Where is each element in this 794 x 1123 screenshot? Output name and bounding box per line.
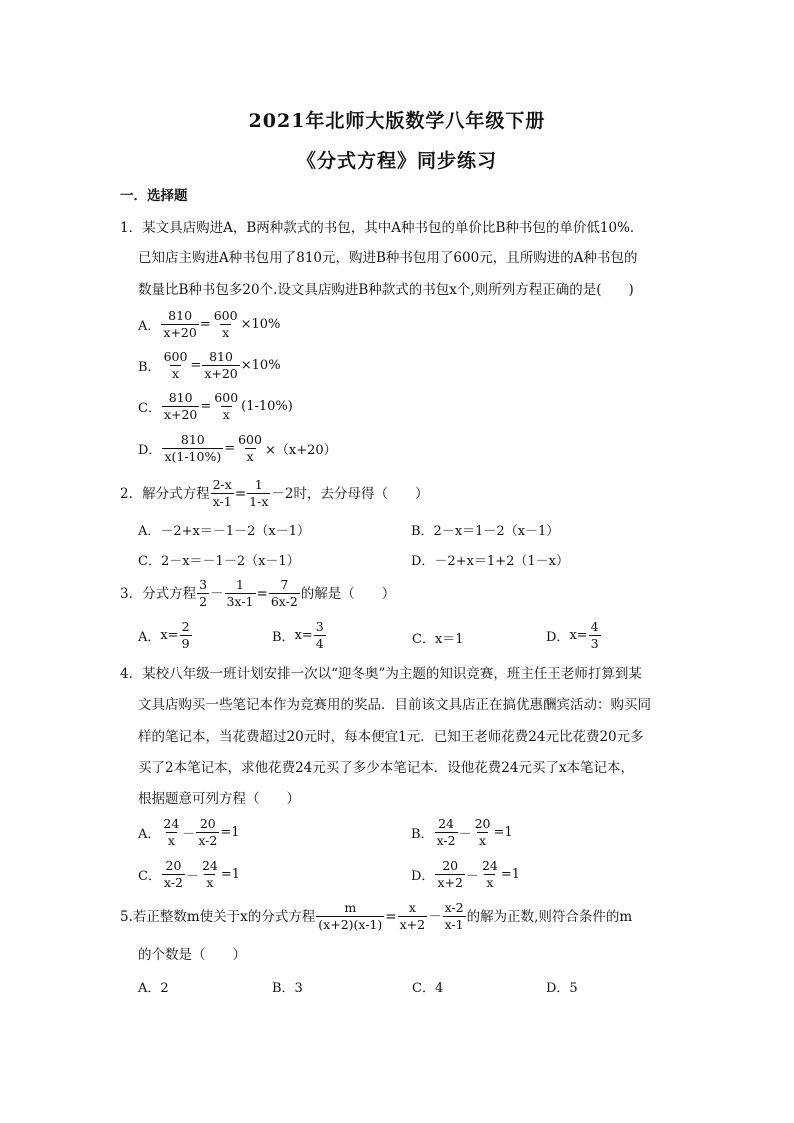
numerator: 600 [163, 349, 188, 364]
fraction [162, 858, 185, 891]
numerator: 2 [181, 619, 190, 634]
denominator: 9 [181, 636, 190, 651]
fraction [247, 477, 270, 510]
fraction [435, 816, 458, 849]
fraction [211, 477, 234, 510]
numerator: 24 [481, 858, 498, 873]
denominator: x-2 [198, 833, 218, 848]
fraction [162, 390, 199, 423]
option-tail: =1 [220, 825, 240, 840]
numerator: x [408, 900, 416, 915]
option-label: B． [272, 630, 295, 645]
fraction [162, 349, 190, 382]
q1-line2: 已知店主购进A种书包用了810元，购进B种书包用了600元，且所购进的A种书包的 [138, 250, 638, 266]
page-subtitle: 《分式方程》同步练习 [296, 150, 497, 172]
fraction [197, 577, 209, 610]
q3-prefix: 3．分式方程 [120, 585, 197, 602]
fraction [443, 900, 466, 933]
q5-option-a[interactable]: A．2 [138, 981, 169, 996]
option-tail: ×（x+20） [264, 443, 337, 458]
equals-sign: = [385, 908, 397, 925]
option-label: D． [546, 630, 570, 645]
denominator: 3x-1 [226, 594, 254, 609]
numerator: 810 [168, 308, 193, 323]
option-tail: =1 [220, 867, 241, 882]
q4-line2: 文具店购买一些笔记本作为竞赛用的奖品．目前该文具店正在搞优惠酬宾活动：购买同 [138, 697, 651, 713]
numerator: 3 [315, 619, 324, 634]
fraction [212, 390, 240, 423]
denominator: x [222, 325, 230, 340]
numerator: 24 [438, 816, 455, 831]
option-tail: ×10% [240, 358, 281, 373]
numerator: x-2 [444, 900, 464, 915]
numerator: 24 [201, 858, 218, 873]
denominator: x [479, 833, 487, 848]
q5-option-d[interactable]: D．5 [546, 981, 578, 996]
fraction [161, 816, 181, 849]
operator: － [458, 827, 472, 842]
equals-sign: = [224, 441, 236, 456]
fraction [398, 900, 427, 933]
denominator: x-2 [163, 875, 183, 890]
q2-option-a[interactable]: A．－2+x＝－1－2（x－1） [138, 524, 311, 539]
option-tail: =1 [493, 825, 513, 840]
fraction [316, 900, 384, 933]
fraction [314, 619, 326, 652]
option-label: A． [138, 827, 161, 842]
q3-option-b[interactable] [272, 619, 327, 652]
equals-sign: = [190, 358, 202, 373]
fraction [196, 816, 219, 849]
denominator: x+20 [204, 366, 238, 381]
fraction [161, 308, 198, 341]
q4-option-b[interactable] [411, 816, 513, 849]
q2-option-d[interactable]: D．－2+x＝1+2（1－x） [411, 554, 569, 569]
option-lhs: x= [294, 628, 313, 643]
denominator: (x+2)(x-1) [318, 917, 383, 932]
q4-option-d[interactable] [411, 858, 520, 891]
q5-line2: 的个数是（ ） [138, 947, 246, 963]
option-tail: ×10% [240, 317, 281, 332]
option-label: A． [138, 630, 161, 645]
operator: － [182, 827, 196, 842]
numerator: 810 [209, 349, 233, 364]
minus-sign: － [428, 908, 442, 925]
page-title: 2021年北师大版数学八年级下册 [248, 110, 546, 132]
numerator: 20 [442, 858, 459, 873]
q5-option-c[interactable]: C．4 [412, 981, 444, 996]
fraction [435, 858, 464, 891]
q3-option-a[interactable] [138, 619, 193, 652]
numerator: 1 [254, 477, 263, 492]
denominator: x [167, 833, 175, 848]
q4-line5: 根据题意可列方程（ ） [138, 791, 300, 807]
fraction [225, 577, 256, 610]
fraction [236, 432, 264, 465]
numerator: m [344, 900, 357, 915]
denominator: x+20 [163, 407, 198, 422]
numerator: 20 [165, 858, 182, 873]
q2-stem [120, 477, 428, 510]
section-heading: 一．选择题 [120, 188, 188, 204]
denominator: 2 [199, 594, 208, 609]
option-label: A． [138, 319, 161, 334]
fraction [212, 308, 240, 341]
equals-sign: = [256, 585, 268, 602]
q5-option-b[interactable]: B．3 [272, 981, 303, 996]
q5-suffix: 的解为正数,则符合条件的m [466, 908, 633, 925]
equals-sign: = [200, 399, 212, 414]
denominator: 4 [315, 636, 324, 651]
fraction [162, 432, 223, 465]
q2-prefix: 2．解分式方程 [120, 485, 210, 502]
denominator: x+20 [163, 325, 197, 340]
fraction [589, 619, 601, 652]
numerator: 600 [213, 308, 238, 323]
denominator: 3 [590, 636, 599, 651]
q5-stem [120, 900, 632, 933]
denominator: x [246, 449, 254, 464]
operator: － [465, 869, 479, 884]
numerator: 810 [168, 390, 193, 405]
denominator: x+2 [399, 917, 426, 932]
numerator: 600 [214, 390, 239, 405]
option-tail: (1-10%) [241, 399, 293, 414]
q3-stem [120, 577, 395, 610]
q1-option-c[interactable] [138, 390, 293, 423]
numerator: 24 [163, 816, 180, 831]
q2-option-b[interactable]: B．2－x＝1－2（x－1） [411, 524, 560, 539]
q1-line3: 数量比B种书包多20个.设文具店购进B种款式的书包x个,则所列方程正确的是( ) [138, 282, 634, 298]
numerator: 20 [199, 816, 216, 831]
fraction [269, 577, 300, 610]
q3-suffix: 的解是（ ） [300, 585, 396, 602]
equals-sign: = [199, 317, 211, 332]
q1-line1: 1．某文具店购进A，B两种款式的书包，其中A种书包的单价比B种书包的单价低10%． [120, 220, 644, 236]
q4-option-a[interactable] [138, 816, 240, 849]
option-label: B． [138, 360, 161, 375]
fraction [473, 816, 493, 849]
q1-option-b[interactable] [138, 349, 281, 382]
numerator: 2-x [212, 477, 232, 492]
option-label: C． [138, 401, 161, 416]
denominator: x-1 [212, 494, 232, 509]
option-label: C． [138, 869, 161, 884]
fraction [480, 858, 500, 891]
q4-line4: 买了2本笔记本，求他花费24元买了多少本笔记本．设他花费24元买了x本笔记本， [138, 760, 635, 776]
q1-option-d[interactable] [138, 432, 337, 465]
numerator: 4 [590, 619, 599, 634]
denominator: x-1 [444, 917, 464, 932]
q3-option-c[interactable]: C．x＝1 [412, 632, 464, 647]
operator: － [185, 869, 199, 884]
option-label: D． [138, 443, 162, 458]
denominator: x [486, 875, 494, 890]
fraction [200, 858, 220, 891]
denominator: x [206, 875, 214, 890]
denominator: 1-x [249, 494, 269, 509]
numerator: 7 [280, 577, 289, 592]
numerator: 810 [180, 432, 205, 447]
denominator: x [171, 366, 180, 381]
numerator: 1 [236, 577, 244, 592]
denominator: x-2 [436, 833, 456, 848]
numerator: 600 [238, 432, 262, 447]
q2-suffix: －2时，去分母得（ ） [271, 485, 429, 502]
q5-prefix: 5.若正整数m使关于x的分式方程 [120, 908, 316, 925]
option-lhs: x= [160, 628, 179, 643]
option-label: B． [411, 827, 434, 842]
minus-sign: － [210, 585, 224, 602]
option-label: D． [411, 869, 435, 884]
q3-option-d[interactable] [546, 619, 602, 652]
q4-line3: 样的笔记本，当花费超过20元时，每本便宜1元．已知王老师花费24元比花费20元多 [138, 729, 644, 745]
denominator: x(1-10%) [164, 449, 222, 464]
option-lhs: x= [569, 628, 588, 643]
denominator: x [222, 407, 230, 422]
numerator: 3 [199, 577, 208, 592]
fraction [180, 619, 192, 652]
q4-option-c[interactable] [138, 858, 240, 891]
numerator: 20 [474, 816, 491, 831]
fraction [202, 349, 239, 382]
q2-option-c[interactable]: C．2－x＝－1－2（x－1） [138, 554, 300, 569]
denominator: x+2 [437, 875, 463, 890]
equals-sign: = [234, 485, 247, 502]
option-tail: =1 [500, 867, 521, 882]
q4-line1: 4．某校八年级一班计划安排一次以“迎冬奥”为主题的知识竞赛，班主任王老师打算到某 [120, 666, 642, 682]
q1-option-a[interactable] [138, 308, 280, 341]
denominator: 6x-2 [270, 594, 298, 609]
